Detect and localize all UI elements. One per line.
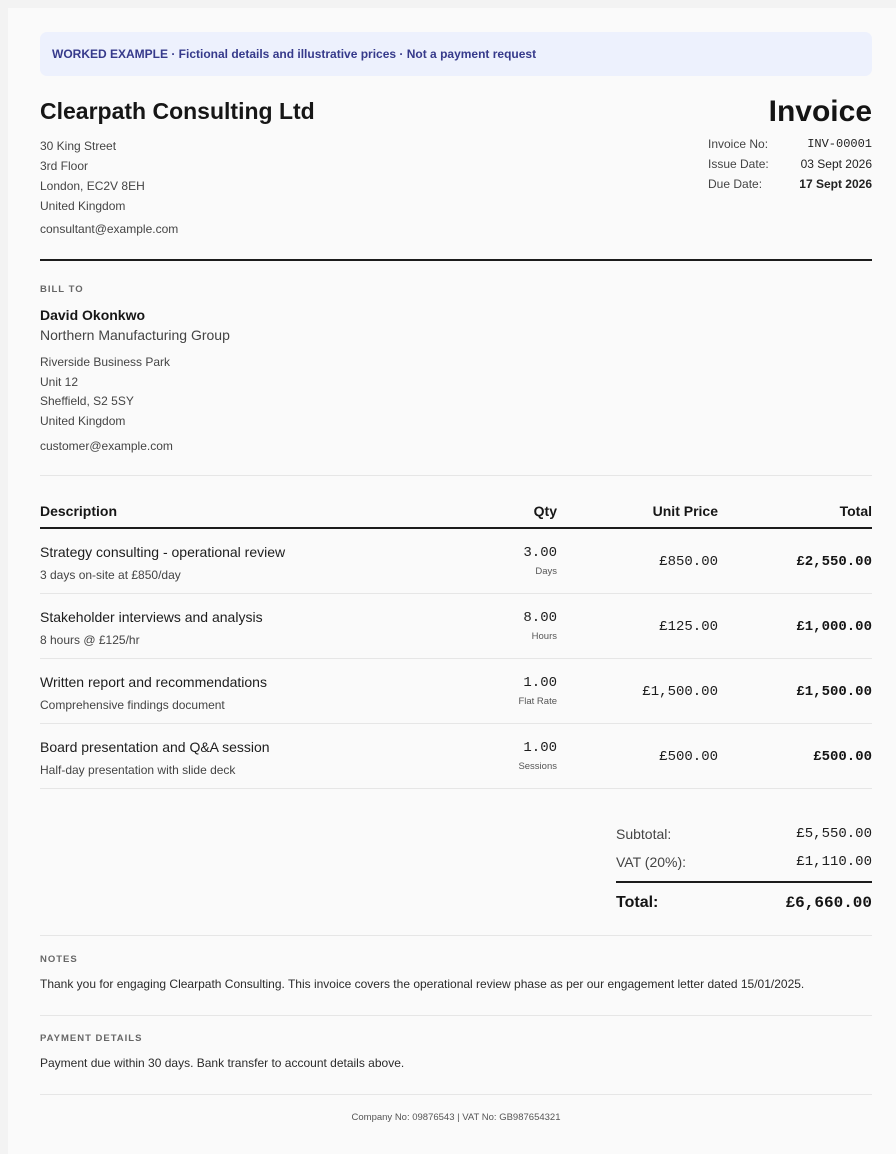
payment-text: Payment due within 30 days. Bank transfer to account details above. xyxy=(40,1056,405,1070)
item-total: £2,550.00 xyxy=(796,554,872,570)
company-address-line: London, EC2V 8EH xyxy=(40,179,145,193)
invoice-number-row xyxy=(708,134,872,154)
table-row xyxy=(40,594,872,659)
payment-label: PAYMENT DETAILS xyxy=(40,1033,143,1044)
item-title: Strategy consulting - operational review xyxy=(40,544,286,560)
table-row xyxy=(40,659,872,724)
subtotal-label: Subtotal: xyxy=(616,826,672,842)
customer-organization: Northern Manufacturing Group xyxy=(40,327,230,343)
bill-to-section xyxy=(40,261,872,475)
item-qty-unit: Flat Rate xyxy=(518,696,557,707)
item-unit-price: £850.00 xyxy=(659,554,718,570)
due-date-label: Due Date: xyxy=(708,177,763,191)
company-address xyxy=(40,136,145,216)
issue-date-label: Issue Date: xyxy=(708,157,769,171)
invoice-title: Invoice xyxy=(768,95,872,128)
item-subtitle: 8 hours @ £125/hr xyxy=(40,633,140,647)
item-qty: 1.00 xyxy=(523,740,557,756)
item-qty: 1.00 xyxy=(523,675,557,691)
invoice-number: INV-00001 xyxy=(807,137,872,151)
item-unit-price: £500.00 xyxy=(659,749,718,765)
item-qty-unit: Sessions xyxy=(518,761,557,772)
item-total: £500.00 xyxy=(813,749,872,765)
invoice-meta xyxy=(708,134,872,194)
totals-divider xyxy=(616,881,872,883)
table-row xyxy=(40,724,872,789)
vat-row xyxy=(616,854,872,870)
subtotal-value: £5,550.00 xyxy=(796,826,872,842)
invoice-footer xyxy=(40,1095,872,1145)
column-header-total: Total xyxy=(839,502,872,519)
vat-label: VAT (20%): xyxy=(616,854,687,870)
banner-text: WORKED EXAMPLE · Fictional details and illustrative prices · Not a payment request xyxy=(52,47,537,61)
invoice-number-label: Invoice No: xyxy=(708,137,769,151)
item-qty-unit: Hours xyxy=(531,631,557,642)
grand-total-value: £6,660.00 xyxy=(785,894,872,912)
item-title: Board presentation and Q&A session xyxy=(40,739,270,755)
notes-section xyxy=(40,936,872,1015)
item-qty-unit: Days xyxy=(535,566,557,577)
invoice-page xyxy=(8,8,896,1154)
item-title: Written report and recommendations xyxy=(40,674,267,690)
item-qty: 8.00 xyxy=(523,610,557,626)
issue-date: 03 Sept 2026 xyxy=(800,157,872,171)
issue-date-row xyxy=(708,154,872,174)
customer-address xyxy=(40,353,170,431)
customer-name: David Okonkwo xyxy=(40,307,146,323)
item-qty: 3.00 xyxy=(523,545,557,561)
company-address-line: United Kingdom xyxy=(40,199,126,213)
column-header-description: Description xyxy=(40,502,118,519)
company-address-line: 30 King Street xyxy=(40,139,117,153)
item-total: £1,500.00 xyxy=(796,684,872,700)
grand-total-label: Total: xyxy=(616,894,659,911)
customer-address-line: Riverside Business Park xyxy=(40,355,171,369)
bill-to-label: BILL TO xyxy=(40,284,84,295)
item-subtitle: 3 days on-site at £850/day xyxy=(40,568,181,582)
item-total: £1,000.00 xyxy=(796,619,872,635)
table-header xyxy=(40,494,872,529)
item-title: Stakeholder interviews and analysis xyxy=(40,609,263,625)
payment-section xyxy=(40,1016,872,1094)
footer-text: Company No: 09876543 | VAT No: GB987654321 xyxy=(351,1112,561,1123)
company-name: Clearpath Consulting Ltd xyxy=(40,98,315,124)
due-date-row xyxy=(708,174,872,194)
customer-email: customer@example.com xyxy=(40,439,173,453)
subtotal-row xyxy=(616,826,872,842)
grand-total-row xyxy=(616,894,872,912)
company-email: consultant@example.com xyxy=(40,222,179,236)
customer-address-line: United Kingdom xyxy=(40,413,126,428)
totals-section xyxy=(40,789,872,935)
company-address-line: 3rd Floor xyxy=(40,159,89,173)
due-date: 17 Sept 2026 xyxy=(799,177,872,191)
item-subtitle: Comprehensive findings document xyxy=(40,698,225,712)
item-subtitle: Half-day presentation with slide deck xyxy=(40,763,236,777)
customer-address-line: Unit 12 xyxy=(40,374,79,389)
table-row xyxy=(40,529,872,594)
customer-address-line: Sheffield, S2 5SY xyxy=(40,394,134,408)
line-items-table xyxy=(40,494,872,789)
example-banner xyxy=(40,32,872,76)
item-unit-price: £1,500.00 xyxy=(642,684,718,700)
notes-text: Thank you for engaging Clearpath Consulting. This invoice covers the operational review phase as per our engagement letter dated 15/01/2025. xyxy=(40,977,805,991)
invoice-header xyxy=(40,76,872,259)
vat-value: £1,110.00 xyxy=(796,854,872,870)
notes-label: NOTES xyxy=(40,954,78,965)
section-divider xyxy=(40,475,872,476)
column-header-unit-price: Unit Price xyxy=(652,502,718,519)
item-unit-price: £125.00 xyxy=(659,619,718,635)
column-header-qty: Qty xyxy=(533,502,557,519)
